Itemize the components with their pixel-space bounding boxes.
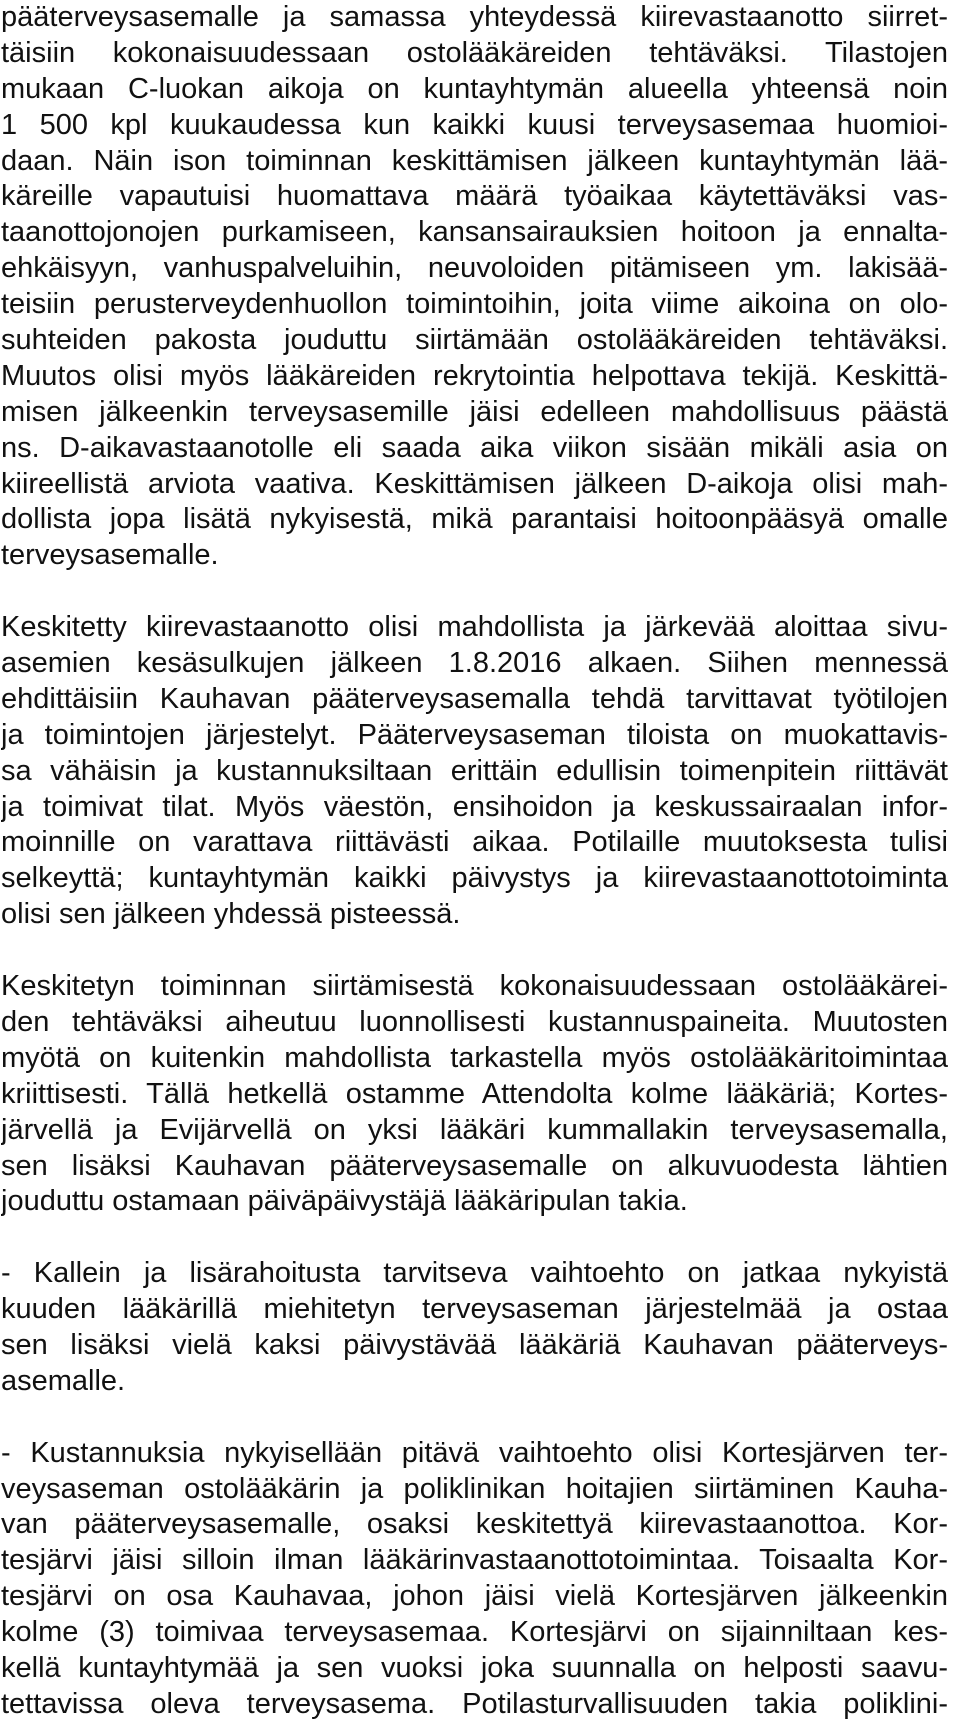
text-line: ns. D-aikavastaanotolle eli saada aika viikon sisään mikäli asia on <box>1 431 948 464</box>
text-line: järvellä ja Evijärvellä on yksi lääkäri kummallakin terveysasemalla, <box>1 1113 948 1146</box>
text-line: asemalle. <box>1 1364 126 1397</box>
text-line: teisiin perusterveydenhuollon toimintoihin, joita viime aikoina on olo- <box>1 288 948 321</box>
text-line: olisi sen jälkeen yhdessä pisteessä. <box>1 898 461 931</box>
paragraph-2 <box>1 610 948 933</box>
text-line: sen lisäksi vielä kaksi päivystävää lääkäriä Kauhavan pääterveys- <box>1 1328 948 1361</box>
text-line: kuuden lääkärillä miehitetyn terveysaseman järjestelmää ja ostaa <box>1 1293 948 1326</box>
text-line: ehdittäisiin Kauhavan pääterveysasemalla tehdä tarvittavat työtilojen <box>1 682 948 715</box>
text-line: misen jälkeenkin terveysasemille jäisi edelleen mahdollisuus päästä <box>1 395 948 428</box>
text-line: daan. Näin ison toiminnan keskittämisen jälkeen kuntayhtymän lää- <box>1 144 948 177</box>
text-line: ehkäisyyn, vanhuspalveluihin, neuvoloiden pitämiseen ym. lakisää- <box>1 252 948 285</box>
text-line: tesjärvi jäisi silloin ilman lääkärinvastaanottotoimintaa. Toisaalta Kor- <box>1 1544 948 1577</box>
text-line: - Kallein ja lisärahoitusta tarvitseva vaihtoehto on jatkaa nykyistä <box>1 1257 948 1290</box>
text-line: täisiin kokonaisuudessaan ostolääkäreiden tehtäväksi. Tilastojen <box>1 36 948 69</box>
text-line: kolme (3) toimivaa terveysasemaa. Kortesjärvi on sijainniltaan kes- <box>1 1616 948 1649</box>
paragraph-3 <box>1 969 948 1220</box>
text-line: selkeyttä; kuntayhtymän kaikki päivystys ja kiirevastaanottotoiminta <box>1 862 948 895</box>
text-line: taanottojonojen purkamiseen, kansansairauksien hoitoon ja ennalta- <box>1 216 948 249</box>
text-line: asemien kesäsulkujen jälkeen 1.8.2016 alkaen. Siihen mennessä <box>1 647 948 680</box>
text-line: mukaan C-luokan aikoja on kuntayhtymän alueella yhteensä noin <box>1 72 948 105</box>
text-line: käreille vapautuisi huomattava määrä työaikaa käytettäväksi vas- <box>1 180 948 213</box>
text-line: ja toimintojen järjestelyt. Pääterveysaseman tiloista on muokattavis- <box>1 718 948 751</box>
text-line: 1 500 kpl kuukaudessa kun kaikki kuusi terveysasemaa huomioi- <box>1 108 948 141</box>
text-line: sa vähäisin ja kustannuksiltaan erittäin edullisin toimenpitein riittävät <box>1 754 948 787</box>
text-line: terveysasemalle. <box>1 539 219 572</box>
text-line: pääterveysasemalle ja samassa yhteydessä kiirevastaanotto siirret- <box>1 1 948 33</box>
text-line: tesjärvi on osa Kauhavaa, johon jäisi vielä Kortesjärven jälkeenkin <box>1 1580 948 1613</box>
text-line: suhteiden pakosta jouduttu siirtämään ostolääkäreiden tehtäväksi. <box>1 324 948 357</box>
text-line: van pääterveysasemalle, osaksi keskitettyä kiirevastaanottoa. Kor- <box>1 1508 948 1541</box>
text-line: Keskitetty kiirevastaanotto olisi mahdollista ja järkevää aloittaa sivu- <box>1 611 948 644</box>
text-line: moinnille on varattava riittävästi aikaa. Potilaille muutoksesta tulisi <box>1 826 948 859</box>
paragraph-1 <box>1 0 948 574</box>
text-line: jouduttu ostamaan päiväpäivystäjä lääkäripulan takia. <box>1 1185 688 1218</box>
text-line: dollista jopa lisätä nykyisestä, mikä parantaisi hoitoonpääsyä omalle <box>1 503 948 536</box>
text-line: ja toimivat tilat. Myös väestön, ensihoidon ja keskussairaalan infor- <box>1 790 948 823</box>
text-line: myötä on kuitenkin mahdollista tarkastella myös ostolääkäritoimintaa <box>1 1041 948 1074</box>
paragraph-4 <box>1 1256 948 1400</box>
text-line: Keskitetyn toiminnan siirtämisestä kokonaisuudessaan ostolääkärei- <box>1 970 948 1003</box>
paragraph-5 <box>1 1436 948 1723</box>
text-line: veysaseman ostolääkärin ja poliklinikan hoitajien siirtäminen Kauha- <box>1 1472 948 1505</box>
text-line: kiireellistä arviota vaativa. Keskittämisen jälkeen D-aikoja olisi mah- <box>1 467 948 500</box>
text-line: - Kustannuksia nykyisellään pitävä vaihtoehto olisi Kortesjärven ter- <box>1 1436 948 1469</box>
text-line: sen lisäksi Kauhavan pääterveysasemalle on alkuvuodesta lähtien <box>1 1149 948 1182</box>
text-line: tettavissa oleva terveysasema. Potilasturvallisuuden takia poliklini- <box>1 1687 948 1720</box>
text-line: den tehtäväksi aiheutuu luonnollisesti kustannuspaineita. Muutosten <box>1 1005 948 1038</box>
text-line: kellä kuntayhtymää ja sen vuoksi joka suunnalla on helposti saavu- <box>1 1651 948 1684</box>
text-line: kriittisesti. Tällä hetkellä ostamme Attendolta kolme lääkäriä; Kortes- <box>1 1077 948 1110</box>
text-line: Muutos olisi myös lääkäreiden rekrytointia helpottava tekijä. Keskittä- <box>1 359 948 392</box>
